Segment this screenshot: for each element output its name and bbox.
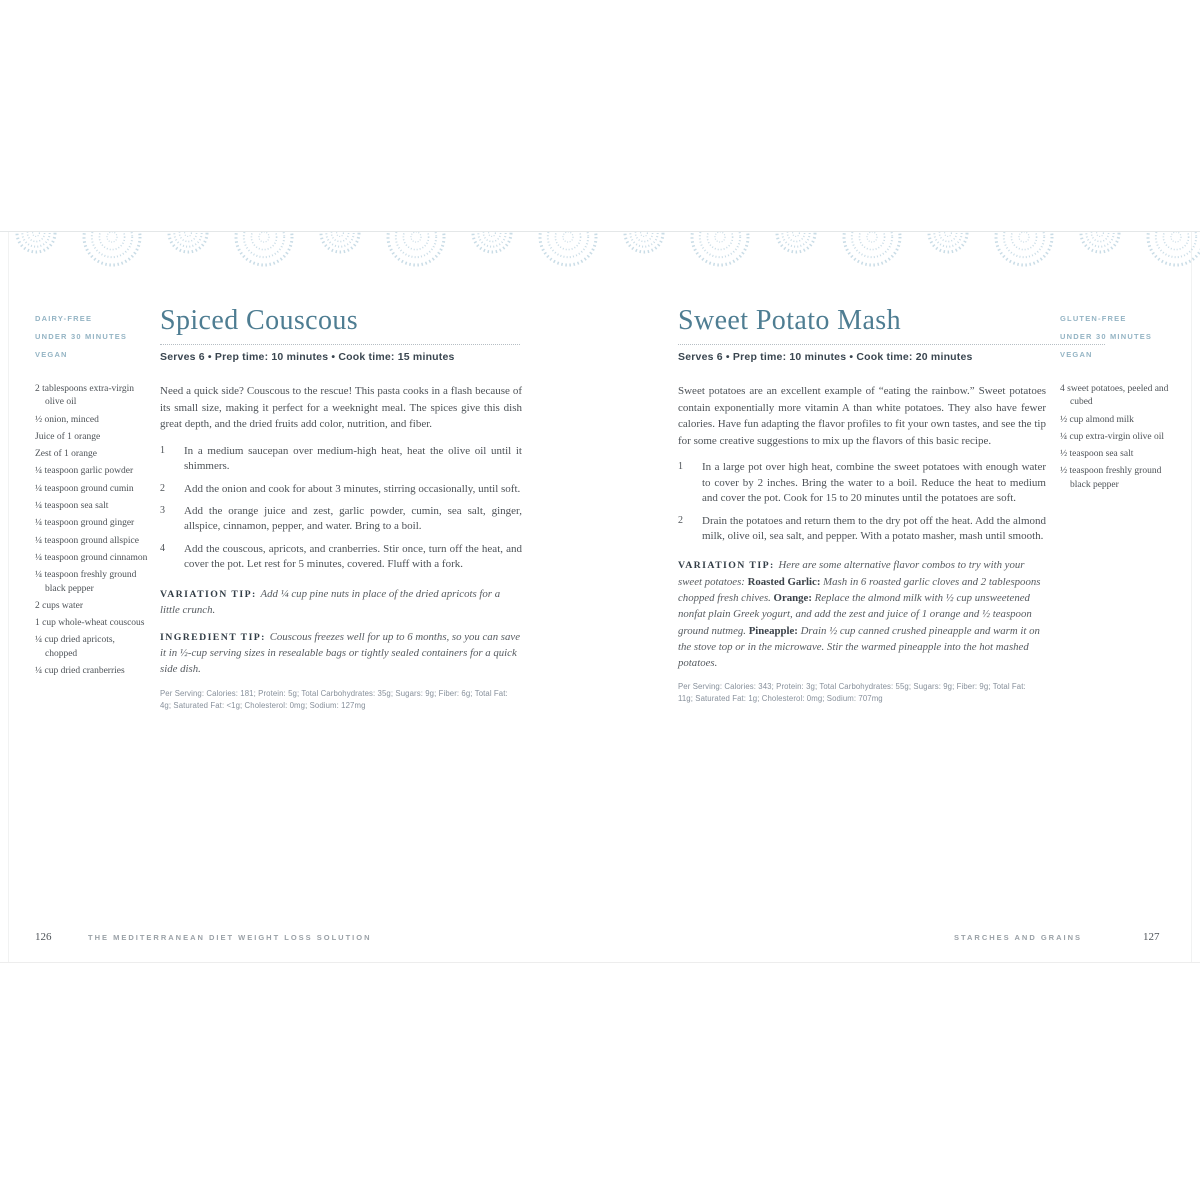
- recipe-step: [678, 514, 1046, 545]
- right-page-number: 127: [1143, 931, 1160, 943]
- ingredient-item: ¼ teaspoon ground cumin: [35, 483, 134, 494]
- ingredient-item: 2 tablespoons extra-virgin olive oil: [35, 384, 135, 408]
- ingredient-item: ¼ teaspoon ground ginger: [35, 518, 135, 529]
- ingredient-item: ½ onion, minced: [35, 414, 99, 425]
- tips-block: [678, 557, 1046, 671]
- tip-inline-heading: Roasted Garlic:: [747, 576, 824, 589]
- ingredient-item: ¼ teaspoon sea salt: [35, 501, 109, 512]
- ingredient-item: ¼ cup extra-virgin olive oil: [1060, 431, 1165, 442]
- tip-text: Here are some alternative flavor combos to try with your sweet potatoes:: [678, 559, 1025, 589]
- recipe-step: [160, 444, 522, 475]
- recipe-intro: Sweet potatoes are an excellent example of “eating the rainbow.” Sweet potatoes contain exponentially more vitamin A than white potatoes. They also have fewer calories. Have fun adapting the flavor profiles to fit your own tastes, and see the tip for some creative suggestions to mix up the flavors of this basic recipe.: [678, 385, 1046, 447]
- left-page-number: 126: [35, 931, 52, 943]
- ingredient-item: ¼ teaspoon ground allspice: [35, 535, 139, 546]
- tip-label: VARIATION TIP:: [160, 588, 261, 600]
- recipe-title: Spiced Couscous: [160, 305, 359, 336]
- tip-inline-heading: Pineapple:: [748, 624, 801, 637]
- ingredient-item: 4 sweet potatoes, peeled and cubed: [1060, 384, 1169, 408]
- tips-block: [160, 586, 522, 678]
- ingredient-item: ¼ cup dried apricots, chopped: [35, 635, 115, 659]
- ingredient-item: ¼ cup dried cranberries: [35, 666, 125, 677]
- diet-labels: [35, 314, 149, 359]
- left-recipe-column: [160, 306, 522, 712]
- recipe-step: [160, 482, 522, 497]
- tip-text: Drain ½ cup canned crushed pineapple and warm it on the stove top or in the microwave. Stir the warmed pineapple into the hot mashed potatoes.: [678, 624, 1040, 669]
- tip-label: VARIATION TIP:: [678, 560, 779, 572]
- page-bottom-edge: [0, 962, 1200, 963]
- right-sidebar: [1060, 314, 1174, 496]
- right-running-title: STARCHES AND GRAINS: [953, 933, 1082, 942]
- step-number: 1: [678, 461, 683, 473]
- step-text: Add the couscous, apricots, and cranberries. Stir once, turn off the heat, and cover the pot. Let rest for 5 minutes, covered. Fluff with a fork.: [184, 542, 522, 571]
- tip-paragraph: [160, 586, 522, 619]
- step-number: 1: [160, 444, 165, 456]
- diet-labels: [1060, 314, 1174, 359]
- diet-label: VEGAN: [35, 350, 68, 359]
- recipe-intro: Need a quick side? Couscous to the rescue! This pasta cooks in a flash because of its small size, making it perfect for a weeknight meal. The spices give this dish great depth, and the dried fruits add color, nutrition, and fiber.: [160, 385, 522, 431]
- ingredient-item: Juice of 1 orange: [35, 431, 101, 442]
- step-text: In a medium saucepan over medium-high heat, heat the olive oil until it shimmers.: [184, 444, 522, 473]
- ingredient-item: ½ teaspoon freshly ground black pepper: [1060, 466, 1162, 490]
- nutrition-line: Per Serving: Calories: 181; Protein: 5g; Total Carbohydrates: 35g; Sugars: 9g; Fiber: 6g; Total Fat: 4g; Saturated Fat: <1g; Cholesterol: 0mg; Sodium: 127mg: [160, 688, 508, 710]
- diet-label: UNDER 30 MINUTES: [35, 332, 128, 341]
- ingredients-list: [1060, 383, 1174, 492]
- spread-footer: [0, 931, 1200, 947]
- tip-label: INGREDIENT TIP:: [160, 631, 270, 643]
- ingredient-item: ¼ teaspoon garlic powder: [35, 466, 134, 477]
- tip-text: Replace the almond milk with ½ cup unsweetened nonfat plain Greek yogurt, and add the zest and juice of 1 orange and ½ teaspoon ground nutmeg.: [678, 592, 1032, 637]
- title-rule: [678, 344, 1105, 345]
- recipe-step: [160, 542, 522, 573]
- left-running-title: THE MEDITERRANEAN DIET WEIGHT LOSS SOLUTION: [88, 933, 372, 942]
- step-number: 2: [678, 514, 683, 526]
- step-text: Add the orange juice and zest, garlic powder, cumin, sea salt, ginger, allspice, cinnamon, pepper, and water. Bring to a boil.: [184, 505, 522, 533]
- serves-line: Serves 6 • Prep time: 10 minutes • Cook time: 20 minutes: [678, 351, 973, 364]
- tip-text: Mash in 6 roasted garlic cloves and 2 tablespoons chopped fresh chives.: [678, 576, 1041, 605]
- ingredient-item: ½ cup almond milk: [1060, 414, 1134, 425]
- recipe-step: [678, 460, 1046, 506]
- diet-label: DAIRY-FREE: [35, 314, 93, 323]
- lace-border-decoration: [0, 232, 1200, 276]
- step-number: 4: [160, 542, 165, 554]
- ingredient-item: ½ teaspoon sea salt: [1060, 449, 1134, 460]
- page-right-edge: [1191, 232, 1192, 962]
- left-sidebar: [35, 314, 149, 682]
- tip-paragraph: [678, 557, 1046, 671]
- ingredient-item: 1 cup whole-wheat couscous: [35, 618, 145, 629]
- tip-text: Couscous freezes well for up to 6 months, so you can save it in ½-cup serving sizes in resealable bags or tightly sealed containers for a quick side dish.: [160, 630, 520, 676]
- diet-label: GLUTEN-FREE: [1060, 314, 1127, 323]
- step-number: 3: [160, 505, 165, 517]
- recipe-step: [160, 504, 522, 535]
- diet-label: UNDER 30 MINUTES: [1060, 332, 1153, 341]
- steps-list: [678, 460, 1046, 544]
- recipe-title: Sweet Potato Mash: [678, 305, 902, 336]
- step-number: 2: [160, 482, 165, 494]
- ingredient-item: Zest of 1 orange: [35, 449, 97, 460]
- title-rule: [160, 344, 520, 345]
- serves-line: Serves 6 • Prep time: 10 minutes • Cook time: 15 minutes: [160, 351, 455, 364]
- tip-text: Add ¼ cup pine nuts in place of the dried apricots for a little crunch.: [160, 587, 501, 617]
- tip-inline-heading: Orange:: [773, 592, 815, 605]
- steps-list: [160, 444, 522, 573]
- diet-label: VEGAN: [1060, 350, 1093, 359]
- step-text: Drain the potatoes and return them to the dry pot off the heat. Add the almond milk, olive oil, sea salt, and pepper. With a potato masher, mash until smooth.: [702, 514, 1046, 542]
- ingredients-list: [35, 383, 149, 678]
- step-text: In a large pot over high heat, combine the sweet potatoes with enough water to cover by 2 inches. Bring the water to a boil. Reduce the heat to medium and cover the pot. Cook for 15 to 20 minutes until the potatoes are soft.: [702, 461, 1046, 505]
- ingredient-item: 2 cups water: [35, 600, 84, 611]
- tip-paragraph: [160, 629, 522, 678]
- right-recipe-column: [678, 306, 1046, 705]
- ingredient-item: ¼ teaspoon ground cinnamon: [35, 552, 148, 563]
- ingredient-item: ¼ teaspoon freshly ground black pepper: [35, 570, 137, 594]
- nutrition-line: Per Serving: Calories: 343; Protein: 3g; Total Carbohydrates: 55g; Sugars: 9g; Fiber: 9g; Total Fat: 11g; Saturated Fat: 1g; Cholesterol: 0mg; Sodium: 707mg: [678, 682, 1026, 704]
- page-left-edge: [8, 232, 9, 962]
- step-text: Add the onion and cook for about 3 minutes, stirring occasionally, until soft.: [184, 482, 521, 495]
